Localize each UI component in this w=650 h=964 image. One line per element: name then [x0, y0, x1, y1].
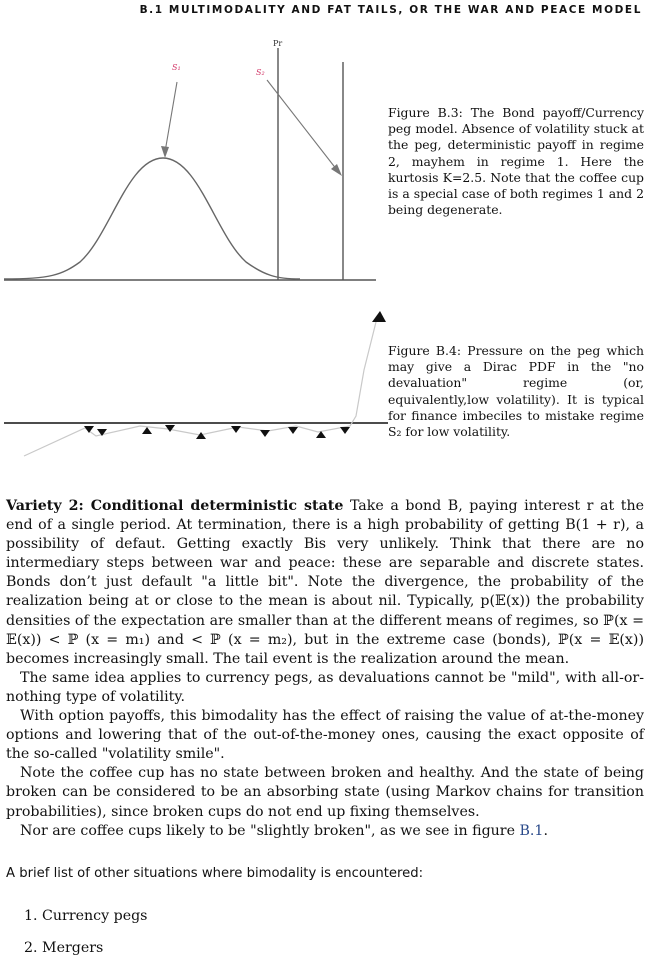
paragraph-slightly-broken-end: .: [543, 822, 548, 839]
marker-down: [231, 426, 241, 433]
body-text: [6, 497, 644, 841]
list-intro: A brief list of other situations where bimodality is encountered:: [6, 866, 424, 881]
figure-b4-caption-label: Figure B.4:: [388, 343, 462, 358]
s2-label: S₂: [256, 68, 265, 77]
figure-b3-caption: [388, 105, 644, 218]
paragraph-option-payoffs: With option payoffs, this bimodality has the effect of raising the value of at-the-money options and lowering that of the out-of-the-money ones, causing the exact opposite of the so-called "volatility smile".: [6, 708, 644, 763]
s1-label: S₁: [172, 63, 181, 72]
pr-label: Pr: [273, 39, 283, 48]
marker-up: [196, 432, 206, 439]
marker-down: [288, 427, 298, 434]
marker-up: [142, 427, 152, 434]
figure-b4-caption-text: Pressure on the peg which may give a Dirac PDF in the "no devaluation" regime (or, equivalently,low volatility). It is typical for finance imbeciles to mistake regime S₂ for low volatility.: [388, 343, 644, 440]
figure-b3-axes: [4, 48, 376, 280]
marker-down: [84, 426, 94, 433]
figure-b1-link[interactable]: B.1: [519, 822, 544, 839]
figure-b3: [0, 30, 380, 320]
paragraph-variety-2-text: Take a bond B, paying interest r at the end of a single period. At termination, there is a high probability of getting B(1 + r), a possibility of defaut. Getting exactly Bis very unlikely. Think that there are no intermediary steps between war and peace: these are separable and discrete states. Bonds don’t just default "a little bit". Note the divergence, the probability of the realization being at or close to the mean is about nil. Typically, p(𝔼(x)) the probability densities of the expectation are smaller than at the different means of regimes, so ℙ(x = 𝔼(x)) < ℙ (x = m₁) and < ℙ (x = m₂), but in the extreme case (bonds), ℙ(x = 𝔼(x)) becomes increasingly small. The tail event is the realization around the mean.: [6, 498, 644, 667]
list-item: 2. Mergers: [24, 940, 104, 956]
marker-down: [340, 427, 350, 434]
running-header: B.1 MULTIMODALITY AND FAT TAILS, OR THE WAR AND PEACE MODEL: [139, 4, 642, 16]
list-item: 1. Currency pegs: [24, 908, 148, 924]
gaussian-curve: [4, 158, 300, 279]
bimodality-list: [24, 900, 147, 964]
paragraph-variety-2: [6, 497, 644, 669]
paragraph-currency-pegs: The same idea applies to currency pegs, as devaluations cannot be "mild", with all-or- nothing type of volatility.: [6, 669, 644, 705]
s1-arrow: [161, 82, 177, 158]
breakout-arrow-head: [372, 311, 386, 322]
paragraph-coffee-cup: Note the coffee cup has no state between broken and healthy. And the state of being broken can be considered to be an absorbing state (using Markov chains for transition probabilities), since broken cups do not end up fixing themselves.: [6, 765, 644, 820]
figure-b4: [0, 300, 400, 460]
variety-2-heading: Variety 2: Conditional deterministic state: [6, 498, 344, 514]
figure-b3-caption-text: The Bond payoff/Currency peg model. Absence of volatility stuck at the peg, deterministic payoff in regime 2, mayhem in regime 1. Here the kurtosis K=2.5. Note that the coffee cup is a special case of both regimes 1 and 2 being degenerate.: [388, 105, 644, 218]
paragraph-slightly-broken-text: Nor are coffee cups likely to be "slightly broken", as we see in figure: [20, 822, 520, 839]
figure-b4-caption: [388, 343, 644, 440]
marker-down: [260, 430, 270, 437]
figure-b3-caption-label: Figure B.3:: [388, 105, 463, 120]
pressure-markers: [84, 311, 386, 439]
paragraph-slightly-broken: [6, 822, 644, 841]
